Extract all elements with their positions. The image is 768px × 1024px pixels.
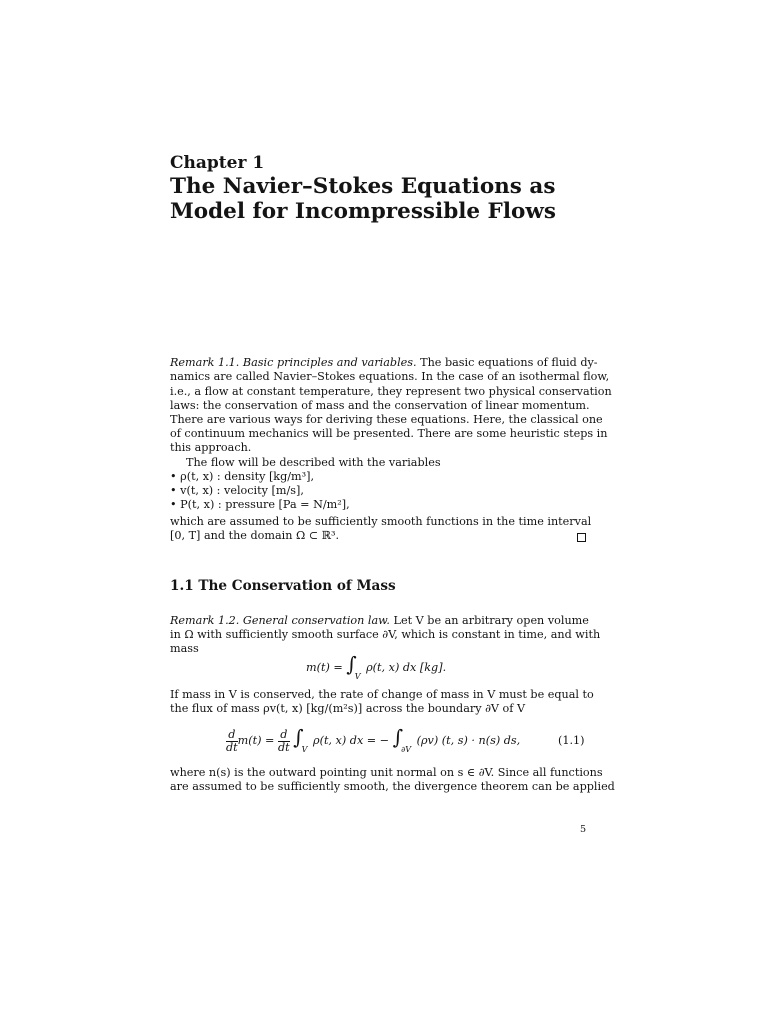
remark-1-1-line: laws: the conservation of mass and the conservation of linear momentum.: [170, 399, 590, 412]
remark-1-2-final-line: are assumed to be sufficiently smooth, the divergence theorem can be applied: [170, 780, 615, 793]
equation-1-1: [226, 725, 520, 754]
remark-1-2-final-line: where n(s) is the outward pointing unit normal on s ∈ ∂V. Since all functions: [170, 766, 603, 779]
integral-domain-boundary: ∂V: [401, 745, 412, 754]
remark-1-2-line: mass: [170, 642, 199, 655]
remark-1-1-text: The basic equations of fluid dy-: [416, 356, 598, 369]
remark-1-1-closing-line: [0, T] and the domain Ω ⊂ ℝ³.: [170, 529, 340, 542]
remark-1-1-line: There are various ways for deriving these equations. Here, the classical one: [170, 413, 603, 426]
variables-intro: The flow will be described with the variables: [186, 456, 441, 469]
remark-1-2-after-line: the flux of mass ρv(t, x) [kg/(m²s)] across the boundary ∂V of V: [170, 702, 526, 715]
integral-sign: ∫: [293, 725, 304, 749]
section-title: 1.1 The Conservation of Mass: [170, 578, 396, 594]
integral-sign: ∫: [346, 652, 357, 676]
mass-equation-lhs: m(t) =: [306, 661, 343, 674]
derivative-fraction: $\frac{d}{dt}$: [278, 727, 290, 754]
equation-1-1-middle: ρ(t, x) dx = −: [313, 734, 390, 747]
equation-1-1-rhs: (ρv) (t, s) · n(s) ds,: [416, 734, 521, 747]
remark-1-2-heading: Remark 1.2. General conservation law.: [170, 614, 390, 627]
equation-number: (1.1): [558, 734, 585, 747]
remark-1-1-closing-line: which are assumed to be sufficiently smooth functions in the time interval: [170, 515, 592, 528]
derivative-fraction: $\frac{d}{dt}$: [226, 727, 238, 754]
remark-1-2-text: Let V be an arbitrary open volume: [389, 614, 589, 627]
chapter-title-line-2: Model for Incompressible Flows: [170, 199, 556, 224]
remark-1-1-line: i.e., a flow at constant temperature, they represent two physical conservation: [170, 385, 612, 398]
mass-equation: [306, 652, 447, 681]
chapter-label: Chapter 1: [170, 153, 265, 173]
mass-equation-integrand: ρ(t, x) dx [kg].: [366, 661, 447, 674]
integral-sign: ∫: [392, 725, 404, 749]
remark-1-1-line: of continuum mechanics will be presented. There are some heuristic steps in: [170, 427, 608, 440]
integral-domain: V: [301, 745, 308, 754]
variable-velocity: • v(t, x) : velocity [m/s],: [170, 484, 304, 497]
integral-domain: V: [354, 672, 361, 681]
end-of-proof-box-icon: [577, 533, 586, 542]
variable-pressure: • P(t, x) : pressure [Pa = N/m²],: [170, 498, 350, 511]
remark-1-2-first-line: [170, 614, 589, 628]
remark-1-2-line: in Ω with sufficiently smooth surface ∂V, which is constant in time, and with: [170, 628, 601, 641]
variable-density: • ρ(t, x) : density [kg/m³],: [170, 470, 315, 483]
equation-1-1-lhs: m(t) =: [237, 734, 275, 747]
remark-1-2-after-line: If mass in V is conserved, the rate of change of mass in V must be equal to: [170, 688, 594, 701]
remark-1-1-first-line: [170, 356, 598, 370]
remark-1-1-line: namics are called Navier–Stokes equations. In the case of an isothermal flow,: [170, 370, 610, 383]
chapter-title-line-1: The Navier–Stokes Equations as: [170, 174, 556, 199]
page-number: 5: [580, 824, 587, 835]
chapter-title: [170, 174, 630, 224]
remark-1-1-line: this approach.: [170, 441, 252, 454]
remark-1-1-heading: Remark 1.1. Basic principles and variables.: [170, 356, 417, 369]
